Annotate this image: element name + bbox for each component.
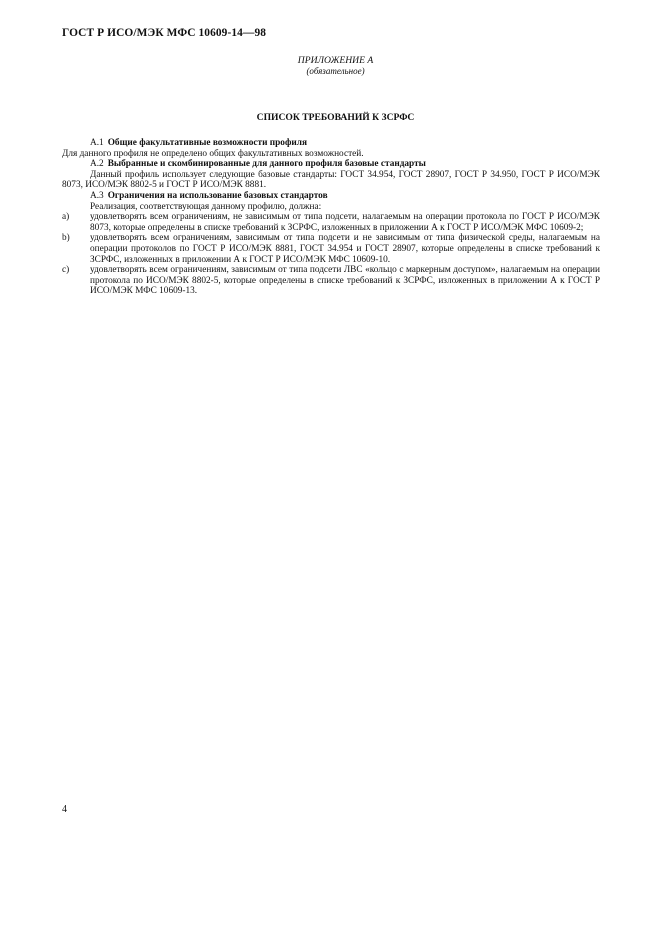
section-paragraph: Реализация, соответствующая данному профилю, должна: [90,201,322,212]
section-heading-a2 [62,159,600,170]
page-number: 4 [62,804,67,815]
section-heading-title: Выбранные и скомбинированные для данного профиля базовые стандарты [107,159,426,170]
section-number: А.2 [90,159,104,170]
section-heading-title: Ограничения на использование базовых стандартов [107,190,328,201]
document-body [62,138,600,297]
list-item-marker: a) [62,212,70,223]
appendix-status: (обязательное) [306,66,365,76]
list-item [62,233,600,265]
section-title: СПИСОК ТРЕБОВАНИЙ К ЗСРФС [256,112,415,123]
section-heading-a1 [62,138,600,149]
list-item-text: удовлетворять всем ограничениям, не зависимым от типа подсети, налагаемым на операции протокола по ГОСТ Р ИСО/МЭК 8073, которые определены в списке требований к ЗСРФС, изложенных в приложении А к ГОСТ Р ИСО/МЭК МФС 10609-2; [90,212,600,233]
list-item-marker: b) [62,233,70,244]
section-number: А.1 [90,138,104,148]
list-item-marker: c) [62,265,70,276]
list-item-text: удовлетворять всем ограничениям, зависимым от типа подсети и не зависимым от типа физической среды, налагаемым на операции протоколов по ГОСТ Р ИСО/МЭК 8881, ГОСТ 34.954 и ГОСТ 28907, которые определены в списке требований к ЗСРФС, изложенных в приложении А к ГОСТ Р ИСО/МЭК МФС 10609-10. [90,233,600,265]
section-paragraph: Данный профиль использует следующие базовые стандарты: ГОСТ 34.954, ГОСТ 28907, ГОСТ Р 34.950, ГОСТ Р ИСО/МЭК 8073, ИСО/МЭК 8802-5 и ГОСТ Р ИСО/МЭК 8881. [62,169,600,191]
list-item-text: удовлетворять всем ограничениям, зависимым от типа подсети ЛВС «кольцо с маркерным доступом», налагаемым на операции протокола по ИСО/МЭК 8802-5, которые определены в списке требований к ЗСРФС, изложенных в приложении А к ГОСТ Р ИСО/МЭК МФС 10609-13. [90,265,600,297]
list-item [62,265,600,297]
section-heading-title: Общие факультативные возможности профиля [107,138,307,148]
section-paragraph: Для данного профиля не определено общих факультативных возможностей. [62,148,364,159]
list-item [62,212,600,233]
document-code-header: ГОСТ Р ИСО/МЭК МФС 10609-14—98 [62,27,267,39]
section-number: А.3 [90,190,104,201]
appendix-heading [0,55,661,77]
section-heading-a3 [62,191,600,202]
appendix-title: ПРИЛОЖЕНИЕ А [297,55,374,66]
